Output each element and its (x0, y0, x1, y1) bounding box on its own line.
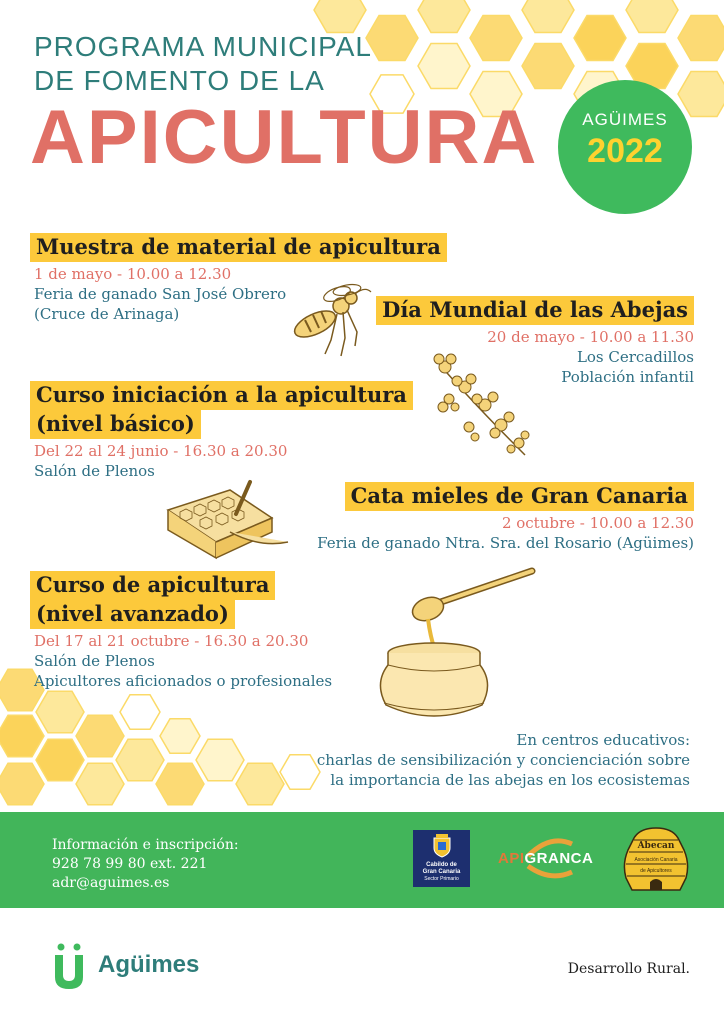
event-location: Feria de ganado San José Obrero (34, 285, 287, 303)
cabildo-line-2: Gran Canaria (422, 869, 461, 875)
crest-icon (432, 834, 452, 858)
apigranca-text-b: GRANCA (524, 850, 594, 867)
event-date: 1 de mayo - 10.00 a 12.30 (34, 265, 232, 283)
event-title-line-2: (nivel avanzado) (30, 600, 235, 629)
cabildo-logo (413, 830, 470, 887)
honeycomb-cell (0, 715, 44, 757)
event-title-line-2: (nivel básico) (30, 410, 201, 439)
abecan-sub-1: Asociación Canaria (634, 857, 678, 863)
badge-year: 2022 (587, 132, 663, 170)
flower-illustration (425, 345, 535, 465)
event-title-line-1: Curso iniciación a la apicultura (30, 381, 413, 410)
honeycomb-cell (36, 739, 84, 781)
event-date: 2 octubre - 10.00 a 12.30 (501, 514, 694, 532)
honeycomb-cell (522, 0, 574, 33)
honeycomb-cell (0, 763, 44, 805)
honeycomb-cell (314, 0, 366, 33)
event-location-detail: (Cruce de Arinaga) (34, 305, 180, 323)
event-title-line-1: Curso de apicultura (30, 571, 275, 600)
honeycomb-cell (366, 16, 418, 61)
schools-line-2: charlas de sensibilización y concienciación sobre (316, 751, 690, 769)
abecan-logo (620, 824, 692, 898)
info-heading: Información e inscripción: (52, 837, 239, 853)
honeycomb-cell (160, 719, 200, 754)
event-location: Salón de Plenos (34, 462, 155, 480)
footer-brand: Agüimes (98, 951, 200, 978)
event-date: 20 de mayo - 10.00 a 11.30 (487, 328, 694, 346)
event-title: Día Mundial de las Abejas (376, 296, 694, 325)
abecan-sub-2: de Apicultores (640, 868, 672, 874)
honeycomb-cell (522, 44, 574, 89)
event-title: Muestra de material de apicultura (30, 233, 447, 262)
honeycomb-cell (626, 0, 678, 33)
event-cata-mieles (254, 482, 694, 553)
title-line-2: DE FOMENTO DE LA (34, 65, 325, 96)
info-email[interactable]: adr@aguimes.es (52, 875, 170, 891)
page-title: APICULTURA (30, 95, 539, 180)
info-bar (0, 812, 724, 908)
honeycomb-cell (470, 16, 522, 61)
honeycomb-cell (116, 739, 164, 781)
event-location: Salón de Plenos (34, 652, 155, 670)
honeycomb-cell (120, 695, 160, 730)
schools-line-3: la importancia de las abejas en los ecosistemas (330, 771, 690, 789)
honeycomb-cell (156, 763, 204, 805)
title-line-1: PROGRAMA MUNICIPAL (34, 31, 372, 62)
honey-jar-illustration (372, 565, 542, 725)
honeycomb-cell (574, 16, 626, 61)
honeycomb-cell (196, 739, 244, 781)
footer-department: Desarrollo Rural. (567, 961, 690, 977)
apigranca-logo (498, 834, 602, 884)
event-curso-avanzado (30, 571, 332, 691)
badge-place: AGÜIMES (582, 110, 668, 129)
honeycomb-cell (76, 763, 124, 805)
honeycomb-cell (36, 691, 84, 733)
schools-note (250, 730, 690, 790)
event-audience: Población infantil (561, 368, 694, 386)
event-curso-basico (30, 381, 413, 481)
event-location: Los Cercadillos (576, 348, 694, 366)
aguimes-u-icon (52, 943, 86, 991)
honeycomb-cell (418, 44, 470, 89)
event-date: Del 17 al 21 octubre - 16.30 a 20.30 (34, 632, 309, 650)
cabildo-line-1: Cabildo de (426, 862, 457, 868)
year-badge (558, 80, 692, 214)
event-date: Del 22 al 24 junio - 16.30 a 20.30 (34, 442, 288, 460)
honeycomb-cell (678, 16, 724, 61)
schools-line-1: En centros educativos: (516, 731, 690, 749)
info-block (52, 836, 239, 893)
event-title: Cata mieles de Gran Canaria (345, 482, 694, 511)
honeycomb-cell (418, 0, 470, 33)
abecan-title: Abecan (637, 841, 675, 851)
honeycomb-cell (76, 715, 124, 757)
event-audience: Apicultores aficionados o profesionales (34, 672, 333, 690)
info-phone[interactable]: 928 78 99 80 ext. 221 (52, 856, 208, 872)
event-location: Feria de ganado Ntra. Sra. del Rosario (Agüimes) (317, 534, 694, 552)
cabildo-sub: Sector Primario (424, 876, 459, 882)
apigranca-text-a: API (498, 850, 525, 867)
